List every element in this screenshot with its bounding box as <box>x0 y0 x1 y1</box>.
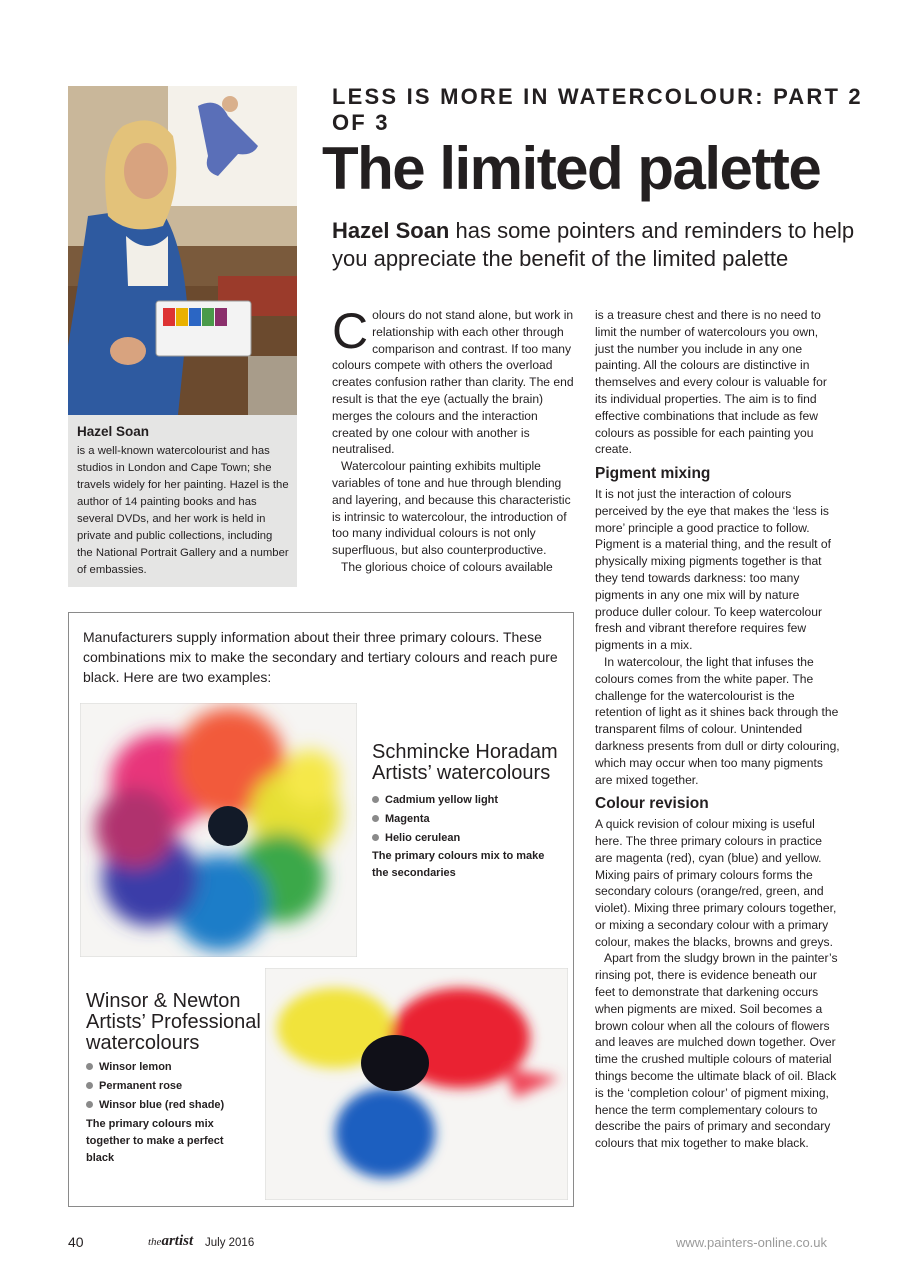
subheading-colour-revision: Colour revision <box>595 795 709 813</box>
list-item: Permanent rose <box>86 1076 261 1095</box>
schmincke-colour-wheel-image <box>80 703 357 957</box>
paragraph: A quick revision of colour mixing is useful here. The three primary colours in practice are magenta (red), cyan (blue) and yellow. Mixing pairs of primary colours forms the secondary colours (orange/red, green, and violet). Mixing three primary colours together, or mixing a secondary colour with a primary colour, makes the blacks, browns and greys. <box>595 817 837 949</box>
paragraph: In watercolour, the light that infuses the colours comes from the white paper. The challenge for the watercolourist is the retention of light as it shines back through the transparent films of colour. Unintended darkness presents from dull or dirty colouring, which may occur when too many pigments are mixed together. <box>595 654 840 787</box>
article-column-1 <box>332 303 575 576</box>
brand2-colour-list <box>86 1057 261 1114</box>
brand2-note: The primary colours mix together to make a perfect black <box>86 1118 224 1164</box>
paragraph: It is not just the interaction of colours perceived by the eye that makes the ‘less is more’ principle a good practice to follow. Pigment is a material thing, and the result of physically mixing pigments together is that they tend towards darkness: too many pigments in any one mix will by nature produce duller colour. To keep watercolour fresh and vibrant therefore requires few pigments in a mix. <box>595 486 831 653</box>
paragraph: is a treasure chest and there is no need to limit the number of watercolours you own, just the number you include in any one painting. All the colours are distinctive in themselves and every colour is valuable for its individual properties. The aim is to find effective combinations that include as few colours as possible for each painting you create. <box>595 308 827 457</box>
magazine-logo: theartist <box>148 1233 194 1249</box>
bullet-icon <box>86 1082 93 1089</box>
page-number: 40 <box>68 1234 84 1250</box>
bullet-icon <box>372 796 379 803</box>
brand2-title: Winsor & Newton Artists’ Professional watercolours <box>86 990 261 1054</box>
author-name: Hazel Soan <box>77 424 150 439</box>
article-column-2 <box>595 307 840 1152</box>
author-bio: is a well-known watercolourist and has studios in London and Cape Town; she travels widely for her painting. Hazel is the author of 14 painting books and has several DVDs, and her work is held in private and public collections, including the National Portrait Gallery and a number of embassies. <box>77 445 289 576</box>
paragraph: The glorious choice of colours available <box>341 559 553 574</box>
drop-cap: C <box>332 303 369 359</box>
list-item: Magenta <box>372 809 562 828</box>
standfirst <box>332 217 862 273</box>
list-item: Winsor lemon <box>86 1057 261 1076</box>
paragraph: Watercolour painting exhibits multiple variables of tone and hue through blending and layering, and because this characteristic is intrinsic to watercolour, the introduction of too many individual colours is not only superfluous, but also counterproductive. <box>332 459 571 558</box>
winsor-newton-mix-image <box>265 968 568 1200</box>
issue-date: July 2016 <box>205 1237 255 1249</box>
subheading-pigment-mixing: Pigment mixing <box>595 465 711 483</box>
website-link[interactable]: www.painters-online.co.uk <box>676 1235 828 1250</box>
brand1-title: Schmincke Horadam Artists’ watercolours <box>372 741 558 784</box>
author-photo <box>68 86 297 415</box>
list-item: Helio cerulean <box>372 828 562 847</box>
article-title: The limited palette <box>322 135 821 202</box>
standfirst-author: Hazel Soan <box>332 218 450 243</box>
series-title: LESS IS MORE IN WATERCOLOUR: PART 2 OF 3 <box>332 84 863 135</box>
bullet-icon <box>372 834 379 841</box>
bullet-icon <box>372 815 379 822</box>
paragraph: Apart from the sludgy brown in the painter’s rinsing pot, there is evidence beneath our feet to demonstrate that darkening occurs when pigments are mixed. Soil becomes a brown colour when all the colours of flowers and leaves are mulched down together. Over time the crushed multiple colours of material things become the ultimate black of oil. Black is the ‘completion colour’ of pigment mixing, hence the term complementary colours to describe the pairs of primary and secondary colours that mix together to make black. <box>595 951 838 1151</box>
brand1-colour-list <box>372 790 562 847</box>
paragraph: olours do not stand alone, but work in relationship with each other through comparison and contrast. If too many colours compete with others the overload creates confusion rather than clarity. The end result is that the eye (actually the brain) merges the colours and the interaction created by one colour with another is neutralised. <box>332 308 574 457</box>
bullet-icon <box>86 1101 93 1108</box>
list-item: Cadmium yellow light <box>372 790 562 809</box>
palette-intro: Manufacturers supply information about their three primary colours. These combinations mix to make the secondary and tertiary colours and reach pure black. Here are two examples: <box>83 629 558 685</box>
brand1-note: The primary colours mix to make the secondaries <box>372 850 545 879</box>
bullet-icon <box>86 1063 93 1070</box>
list-item: Winsor blue (red shade) <box>86 1095 261 1114</box>
standfirst-text: has some pointers and reminders to help you appreciate the benefit of the limited palette <box>332 218 855 271</box>
